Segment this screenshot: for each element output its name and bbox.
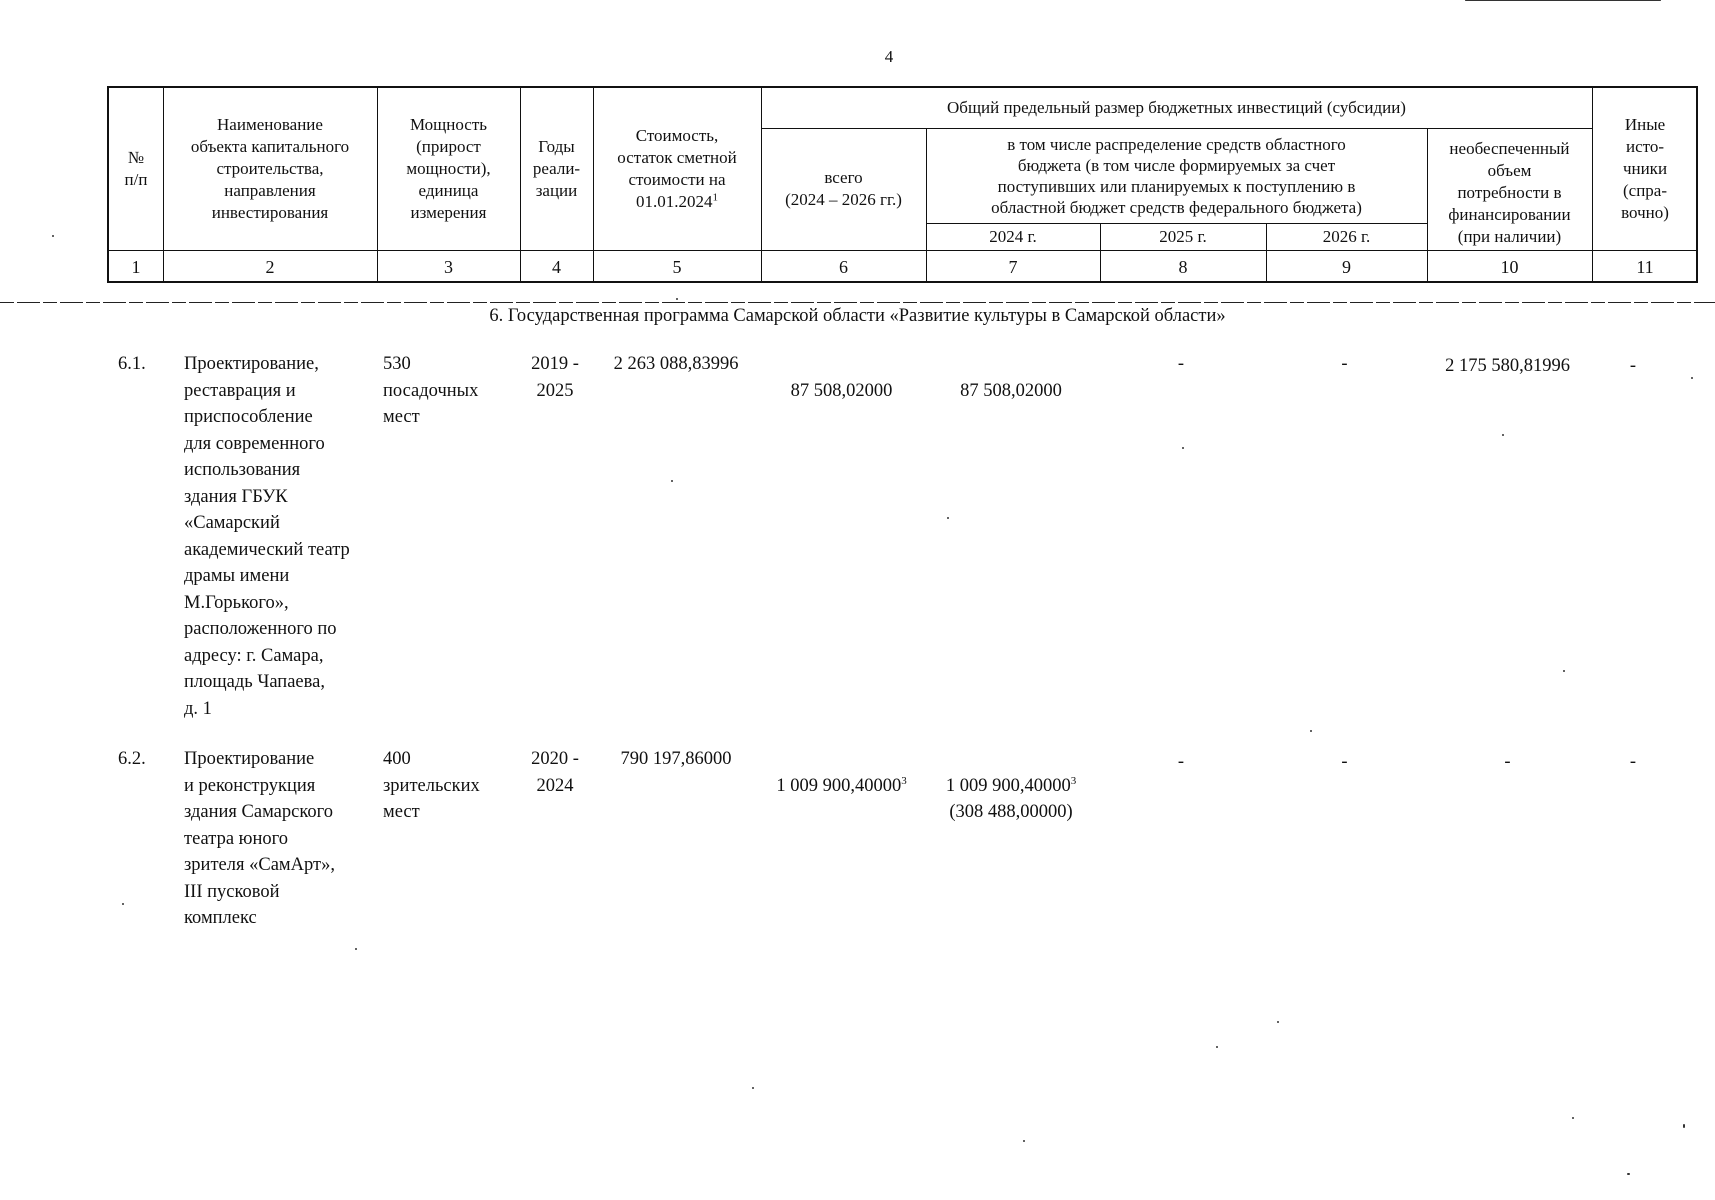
- other-sources: -: [1629, 752, 1637, 772]
- section-separator-line: [0, 302, 1715, 303]
- header-number-7: 7: [1008, 256, 1018, 277]
- total-value: 1 009 900,40000: [776, 775, 902, 796]
- scan-speck: [52, 235, 54, 237]
- header-table: [107, 86, 1698, 283]
- header-number-3: 3: [444, 256, 453, 277]
- header-number-4: 4: [552, 256, 561, 277]
- header-number-11: 11: [1636, 256, 1654, 277]
- capacity: 530 посадочных мест: [383, 354, 479, 427]
- year-2026: -: [1341, 354, 1348, 374]
- header-number-1: 1: [131, 256, 141, 277]
- row-number: 6.2.: [118, 749, 146, 769]
- page-number: 4: [884, 47, 894, 66]
- header-col-other: Иные исто- чники (спра- вочно): [1621, 115, 1669, 222]
- other-sources: -: [1629, 356, 1637, 376]
- scan-speck: [1465, 0, 1661, 1]
- header-col-years: Годы реали- зации: [532, 137, 581, 200]
- scan-speck: [1310, 730, 1312, 732]
- capacity: 400 зрительских мест: [383, 749, 480, 822]
- header-number-10: 10: [1500, 256, 1519, 277]
- object-name: Проектирование и реконструкция здания Самарского театра юного зрителя «СамАрт», III пусковой комплекс: [184, 749, 335, 928]
- total: [759, 351, 924, 404]
- header-col-regional: в том числе распределение средств областного бюджета (в том числе формируемых за счет поступивших или планируемых к поступлению в областной бюджет средств федерального бюджета): [991, 134, 1362, 217]
- cost: 790 197,86000: [620, 749, 732, 769]
- total-value: 87 508,02000: [790, 380, 893, 401]
- header-col-2026: 2026 г.: [1322, 226, 1371, 246]
- federal-note: (308 488,00000): [949, 802, 1073, 822]
- header-number-8: 8: [1178, 256, 1188, 277]
- year-2024: [924, 746, 1098, 826]
- header-col-2025: 2025 г.: [1159, 226, 1207, 246]
- scan-speck: [676, 298, 678, 300]
- year-2024-footnote: 3: [1070, 774, 1077, 787]
- section-title: 6. Государственная программа Самарской области «Развитие культуры в Самарской области»: [489, 306, 1226, 326]
- scan-speck: [1182, 447, 1184, 449]
- scan-speck: [1572, 1117, 1574, 1119]
- object-name: Проектирование, реставрация и приспособление для современного использования здания ГБУК «Самарский академический театр драмы имени М.Горького», расположенного по адресу: г. Самара, площадь Чапаева, д. 1: [184, 354, 350, 719]
- scan-speck: [752, 1087, 754, 1089]
- header-col-total: всего (2024 – 2026 гг.): [785, 168, 902, 209]
- scan-speck: [1627, 1173, 1630, 1175]
- header-number-5: 5: [672, 256, 682, 277]
- years: 2020 - 2024: [531, 749, 579, 796]
- scan-speck: [1683, 1124, 1685, 1128]
- header-number-2: 2: [265, 256, 275, 277]
- scan-speck: [947, 517, 949, 519]
- scan-speck: [122, 903, 124, 905]
- year-2024-value: 1 009 900,40000: [945, 775, 1071, 796]
- year-2025: -: [1177, 752, 1185, 772]
- year-2024-value: 87 508,02000: [960, 380, 1062, 401]
- unsecured: 2 175 580,81996: [1445, 356, 1570, 376]
- year-2025: -: [1177, 354, 1185, 374]
- scan-speck: [1216, 1046, 1218, 1048]
- scan-speck: [1691, 377, 1693, 379]
- scan-speck: [1563, 670, 1565, 672]
- header-col-2024: 2024 г.: [989, 226, 1037, 246]
- year-2024: [924, 351, 1098, 431]
- scan-speck: [671, 480, 673, 482]
- scan-speck: [1277, 1021, 1279, 1023]
- header-number-9: 9: [1342, 256, 1351, 277]
- header-col-no: № п/п: [124, 148, 148, 189]
- total-footnote: 3: [901, 774, 907, 787]
- row-number: 6.1.: [118, 354, 146, 374]
- unsecured: -: [1504, 752, 1511, 772]
- header-number-6: 6: [839, 256, 848, 277]
- header-col-cost-footnote: 1: [712, 191, 718, 204]
- header-col-unsecured: необеспеченный объем потребности в финансировании (при наличии): [1448, 139, 1571, 246]
- header-col-name: Наименование объекта капитального строительства, направления инвестирования: [190, 115, 350, 222]
- years: 2019 - 2025: [531, 354, 579, 401]
- cost: 2 263 088,83996: [613, 354, 739, 374]
- scan-speck: [1023, 1140, 1025, 1142]
- year-2026: -: [1341, 752, 1348, 772]
- header-group-title: Общий предельный размер бюджетных инвестиций (субсидии): [947, 98, 1406, 117]
- scan-speck: [355, 948, 357, 950]
- header-col-capacity: Мощность (прирост мощности), единица измерения: [406, 115, 491, 222]
- header-col-cost-text: Стоимость, остаток сметной стоимости на 01.01.2024: [617, 126, 737, 211]
- header-col-cost: [593, 88, 761, 250]
- scan-speck: [1502, 434, 1504, 436]
- total: [759, 746, 924, 799]
